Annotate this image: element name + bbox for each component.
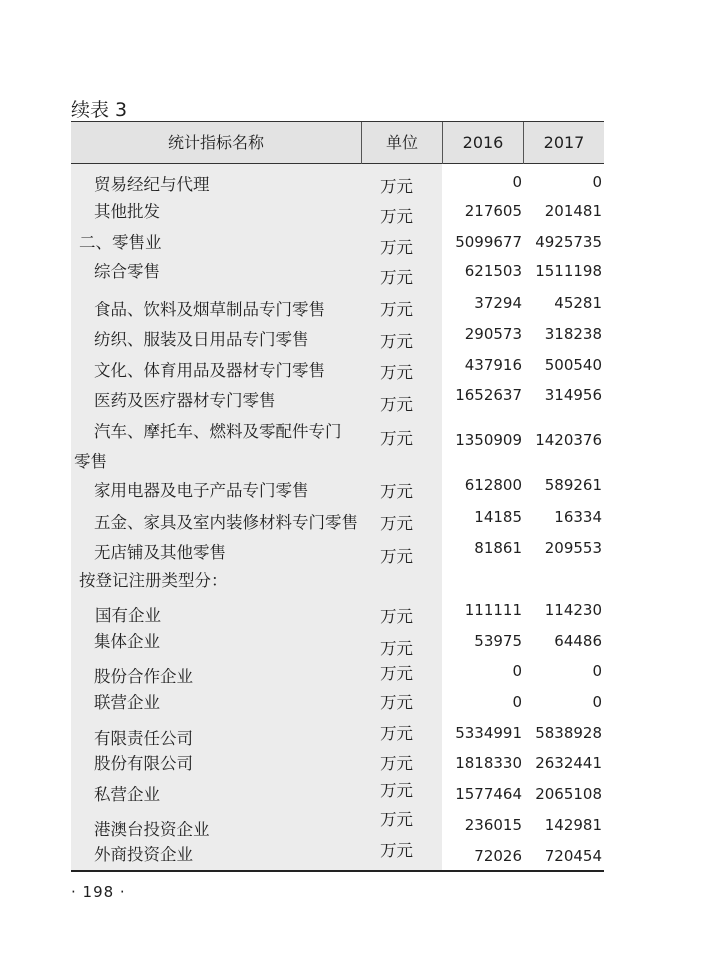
row-unit: 万元 (380, 482, 413, 501)
row-value-2016: 53975 (474, 632, 522, 650)
row-value-2017: 720454 (544, 847, 602, 865)
row-value-2016: 111111 (464, 601, 522, 619)
statistics-table (71, 121, 604, 871)
row-name: 综合零售 (94, 262, 160, 281)
table-row (71, 294, 604, 319)
row-value-2017: 0 (592, 173, 602, 191)
row-unit: 万元 (380, 429, 413, 448)
row-name: 其他批发 (94, 202, 160, 221)
row-value-2017: 314956 (544, 386, 602, 404)
row-unit: 万元 (380, 810, 413, 829)
row-name: 二、零售业 (79, 233, 162, 252)
row-name: 集体企业 (94, 632, 160, 651)
row-name: 医药及医疗器材专门零售 (94, 391, 276, 410)
row-name: 食品、饮料及烟草制品专门零售 (94, 300, 325, 319)
row-unit: 万元 (380, 268, 413, 287)
row-value-2016: 0 (512, 662, 522, 680)
row-unit: 万元 (380, 607, 413, 626)
table-row (71, 262, 604, 287)
row-value-2016: 37294 (474, 294, 522, 312)
row-value-2017: 0 (592, 693, 602, 711)
row-name: 港澳台投资企业 (94, 820, 210, 839)
table-row (71, 173, 604, 196)
table-row (71, 810, 604, 839)
row-name: 文化、体育用品及器材专门零售 (94, 361, 325, 380)
row-value-2017: 2632441 (535, 754, 602, 772)
row-value-2016: 217605 (464, 202, 522, 220)
row-unit: 万元 (380, 238, 413, 257)
row-name: 股份有限公司 (94, 754, 193, 773)
table-caption: 续表 3 (71, 99, 128, 121)
row-unit: 万元 (380, 693, 413, 712)
row-value-2016: 0 (512, 693, 522, 711)
row-value-2017: 5838928 (535, 724, 602, 742)
row-value-2016: 236015 (464, 816, 522, 834)
table-row (71, 508, 604, 533)
row-name: 汽车、摩托车、燃料及零配件专门 (94, 422, 342, 441)
row-value-2016: 1577464 (455, 785, 522, 803)
table-row (71, 325, 604, 351)
table-row (71, 693, 604, 713)
row-name: 国有企业 (95, 606, 161, 625)
header-name: 统计指标名称 (167, 133, 264, 152)
row-value-2016: 1350909 (455, 431, 522, 449)
row-unit: 万元 (380, 781, 413, 800)
row-value-2016: 5099677 (455, 233, 522, 251)
row-unit: 万元 (380, 664, 413, 683)
table-row (71, 724, 604, 748)
row-value-2017: 0 (592, 662, 602, 680)
row-unit: 万元 (380, 207, 413, 226)
row-name: 外商投资企业 (94, 845, 193, 864)
row-unit: 万元 (380, 754, 413, 773)
row-value-2016: 81861 (474, 539, 522, 557)
row-value-2016: 621503 (464, 262, 522, 280)
table-row (71, 356, 604, 382)
row-value-2017: 209553 (544, 539, 602, 557)
row-unit: 万元 (380, 332, 413, 351)
row-name: 家用电器及电子产品专门零售 (94, 481, 309, 500)
row-unit: 万元 (380, 724, 413, 743)
row-value-2016: 612800 (464, 476, 522, 494)
row-value-2016: 290573 (464, 325, 522, 343)
table-row (71, 781, 604, 805)
row-value-2017: 1420376 (535, 431, 602, 449)
table-row (71, 841, 604, 865)
row-name: 联营企业 (94, 693, 160, 712)
row-value-2017: 500540 (544, 356, 602, 374)
row-unit: 万元 (380, 363, 413, 382)
row-name: 股份合作企业 (94, 667, 193, 686)
table-row (71, 422, 604, 449)
table-row (71, 476, 604, 501)
header-unit: 单位 (385, 133, 418, 152)
row-name: 贸易经纪与代理 (94, 175, 210, 194)
row-value-2017: 318238 (544, 325, 602, 343)
table-row (71, 202, 604, 226)
row-value-2017: 64486 (554, 632, 602, 650)
row-name: 纺织、服装及日用品专门零售 (94, 330, 309, 349)
row-unit: 万元 (380, 177, 413, 196)
row-name: 五金、家具及室内装修材料专门零售 (94, 513, 358, 532)
row-unit: 万元 (380, 300, 413, 319)
table-bottom-rule (71, 870, 604, 872)
row-value-2017: 589261 (544, 476, 602, 494)
row-value-2017: 4925735 (535, 233, 602, 251)
table-row (71, 754, 604, 774)
header-2017: 2017 (543, 133, 585, 152)
row-value-2016: 5334991 (455, 724, 522, 742)
row-value-2016: 72026 (474, 847, 522, 865)
row-name: 无店铺及其他零售 (94, 543, 226, 562)
row-value-2017: 142981 (544, 816, 602, 834)
row-value-2017: 114230 (544, 601, 602, 619)
row-value-2016: 1818330 (455, 754, 522, 772)
table-row (71, 662, 604, 686)
row-unit: 万元 (380, 547, 413, 566)
row-value-2016: 0 (512, 173, 522, 191)
row-value-2017: 1511198 (535, 262, 602, 280)
row-name: 按登记注册类型分： (79, 571, 228, 590)
row-unit: 万元 (380, 841, 413, 860)
row-value-2016: 1652637 (455, 386, 522, 404)
row-value-2017: 16334 (554, 508, 602, 526)
table-row (71, 632, 604, 658)
row-name-continuation: 零售 (74, 452, 107, 471)
row-unit: 万元 (380, 639, 413, 658)
table-row (71, 233, 604, 257)
row-unit: 万元 (380, 395, 413, 414)
row-name: 有限责任公司 (94, 729, 193, 748)
table-header (71, 121, 604, 164)
header-2016: 2016 (462, 133, 504, 152)
table-row (71, 601, 604, 626)
row-value-2017: 45281 (554, 294, 602, 312)
page-number: · 198 · (71, 883, 126, 901)
table-row (71, 571, 604, 591)
table-row (71, 539, 604, 566)
row-name: 私营企业 (94, 785, 160, 804)
row-value-2016: 14185 (474, 508, 522, 526)
row-value-2017: 201481 (544, 202, 602, 220)
row-unit: 万元 (380, 514, 413, 533)
row-value-2017: 2065108 (535, 785, 602, 803)
row-value-2016: 437916 (464, 356, 522, 374)
table-row (71, 386, 604, 414)
